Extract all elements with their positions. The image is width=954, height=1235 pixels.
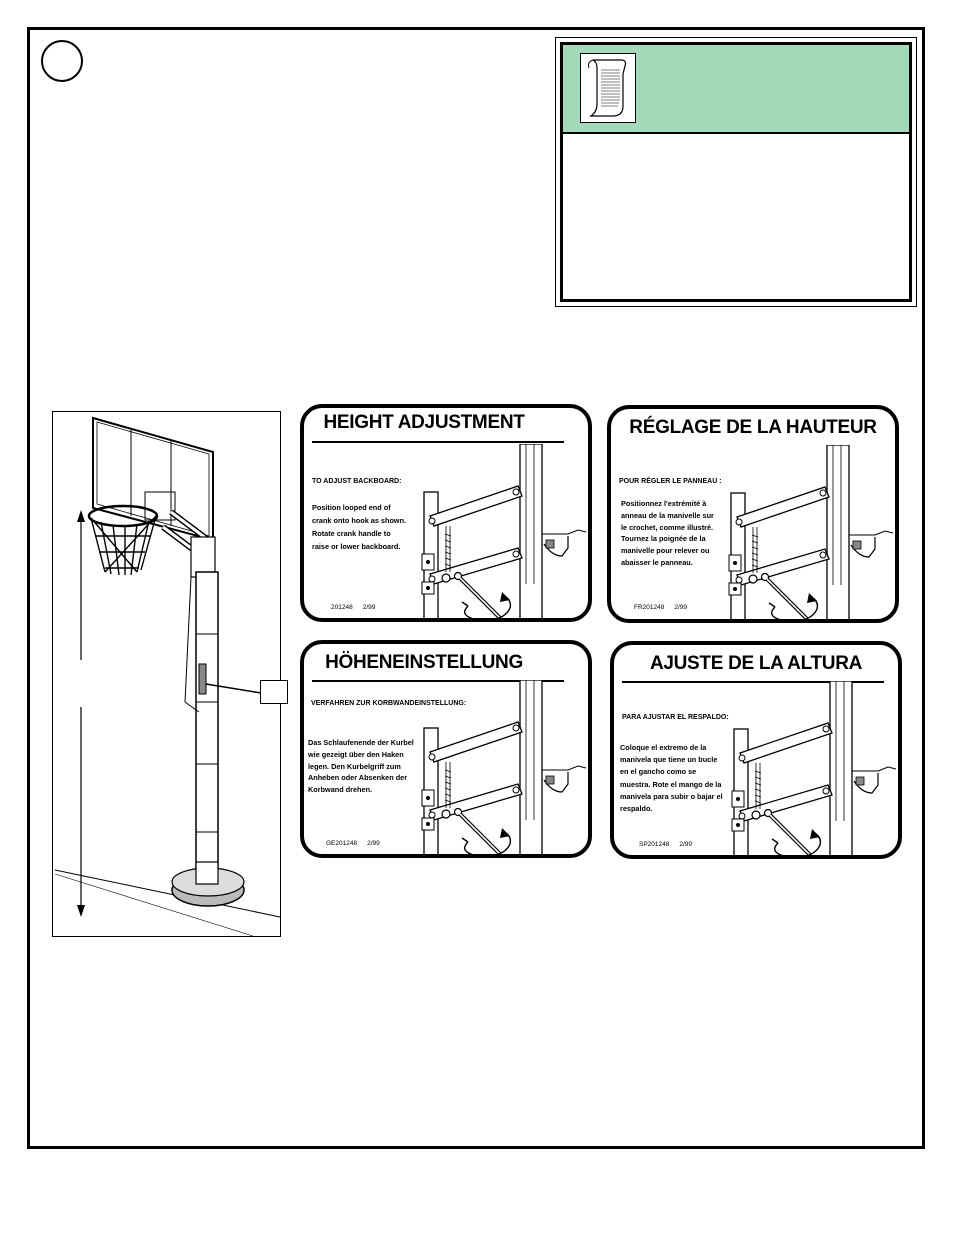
- crank-mechanism-illustration: [728, 681, 898, 859]
- label-code-de: GE201248 2/99: [326, 840, 380, 847]
- label-card-de: [300, 640, 592, 858]
- label-card-es: [610, 641, 902, 859]
- label-card-fr: [607, 405, 899, 623]
- label-code-en: 201248 2/99: [331, 604, 376, 611]
- note-header: [563, 45, 909, 134]
- label-title-de: HÖHENEINSTELLUNG: [325, 652, 523, 673]
- label-subtitle-fr: POUR RÉGLER LE PANNEAU :: [619, 478, 722, 485]
- label-subtitle-es: PARA AJUSTAR EL RESPALDO:: [622, 714, 729, 721]
- crank-mechanism-illustration: [418, 680, 588, 858]
- label-code-es: SP201248 2/99: [639, 841, 693, 848]
- label-code-fr: FR201248 2/99: [634, 604, 688, 611]
- label-title-es: AJUSTE DE LA ALTURA: [649, 653, 863, 674]
- document-sheet-icon: [580, 53, 636, 123]
- label-body-es: Coloque el extremo de la manivela que tiene un bucle en el gancho como se muestra. Rote el mango de la manivela para subir o bajar el respaldo.: [620, 743, 723, 814]
- label-title-en: HEIGHT ADJUSTMENT: [323, 412, 525, 433]
- title-rule: [312, 441, 564, 443]
- note-inner: [560, 42, 912, 302]
- label-body-en: Position looped end of crank onto hook as shown. Rotate crank handle to raise or lower backboard.: [312, 503, 407, 551]
- label-title-fr: RÉGLAGE DE LA HAUTEUR: [629, 417, 877, 438]
- label-subtitle-en: TO ADJUST BACKBOARD:: [312, 478, 402, 485]
- crank-mechanism-illustration: [725, 445, 895, 623]
- label-body-de: Das Schlaufenende der Kurbel wie gezeigt über den Haken legen. Den Kurbelgriff zum Anheben oder Absenken der Korbwand drehen.: [308, 738, 414, 795]
- label-subtitle-de: VERFAHREN ZUR KORBWANDEINSTELLUNG:: [311, 700, 467, 707]
- label-card-en: [300, 404, 592, 622]
- label-body-fr: Positionnez l'extrémité à anneau de la manivelle sur le crochet, comme illustré. Tournez la poignée de la manivelle pour relever ou abaisser le panneau.: [621, 499, 714, 567]
- note-box: [555, 37, 917, 307]
- crank-mechanism-illustration: [418, 444, 588, 622]
- label-callout-box: [260, 680, 288, 704]
- basketball-system-illustration: [52, 411, 281, 937]
- step-number-circle: [41, 40, 83, 82]
